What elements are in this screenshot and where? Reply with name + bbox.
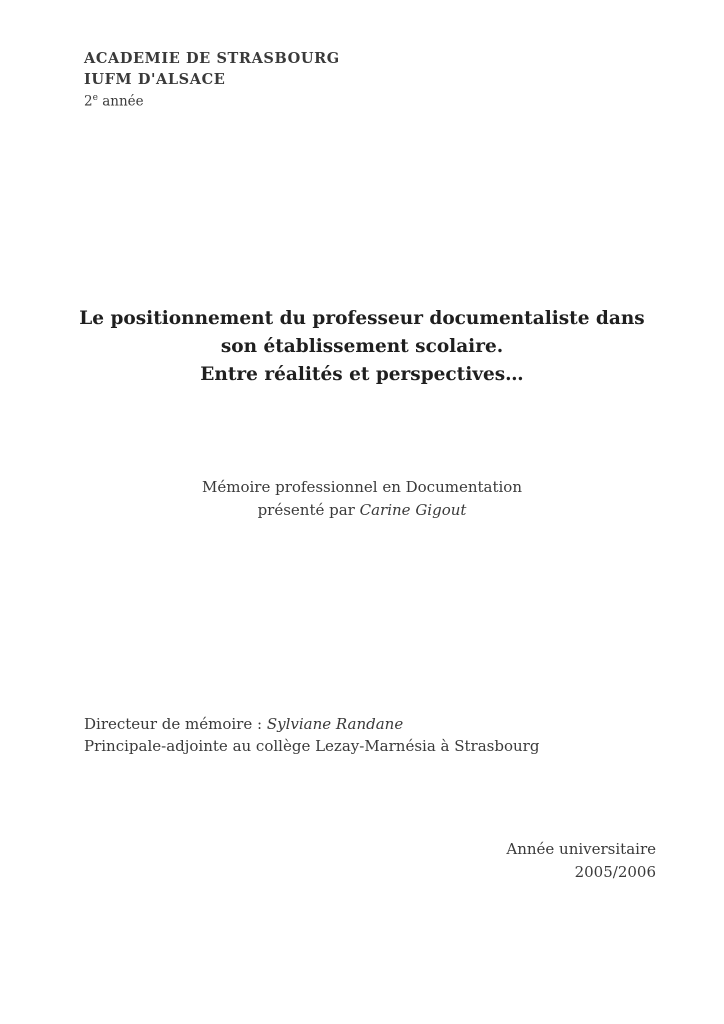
header-block [84,48,340,112]
year-level [84,92,340,112]
director-name: Sylviane Randane [266,715,404,733]
school-name: IUFM D'ALSACE [84,71,226,89]
title-line-2: son établissement scolaire. [220,335,504,357]
director-block [84,714,539,758]
academic-year-block [506,838,656,883]
presented-by-label: présenté par [257,501,360,520]
director-line [84,714,539,736]
director-role: Principale-adjointe au collège Lezay-Marnésia à Strasbourg [84,736,540,755]
director-label: Directeur de mémoire : [84,715,267,733]
author-line [62,499,662,522]
author-name: Carine Gigout [359,501,467,520]
title-line-3: Entre réalités et perspectives… [200,363,524,385]
title-line-1: Le positionnement du professeur documentaliste dans [79,308,645,329]
subtitle-block [62,476,662,523]
page-title [62,305,662,388]
year-level-ordinal: e [92,93,98,104]
document-type: Mémoire professionnel en Documentation [202,478,522,496]
institution-name: ACADEMIE DE STRASBOURG [84,50,340,67]
academic-year-value: 2005/2006 [574,862,656,881]
year-level-suffix: année [97,93,144,110]
academic-year-label: Année universitaire [506,840,656,858]
year-level-number: 2 [84,93,93,110]
